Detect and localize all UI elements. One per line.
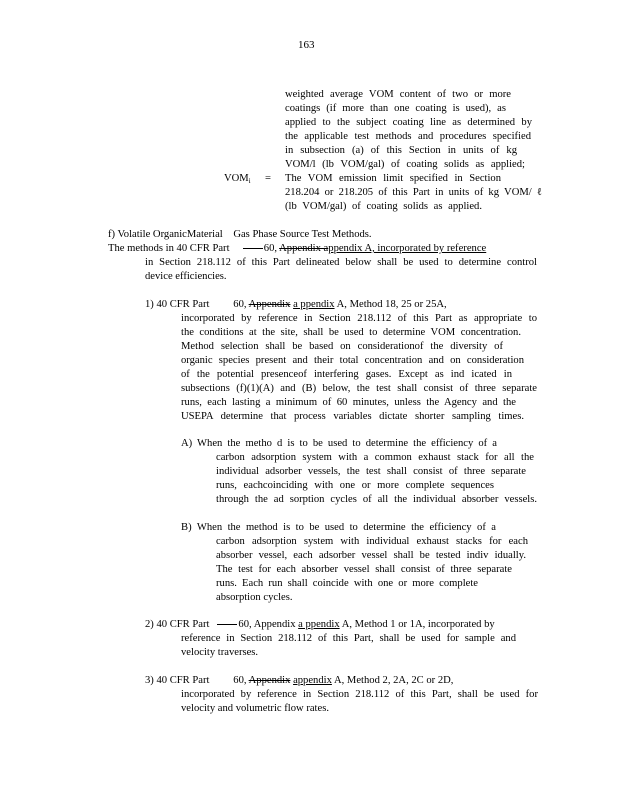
section-f-intro-line: device efficiencies.: [145, 271, 227, 282]
definition-line: weighted average VOM content of two or more: [285, 89, 511, 100]
vom-subscript: i: [248, 177, 251, 185]
item-3-cfr60: 60,: [233, 675, 247, 686]
item-1-line: runs, each lasting a minimum of 60 minutes, unless the Agency and the: [181, 397, 516, 408]
definition-line: 218.204 or 218.205 of this Part in units of kg VOM/ ℓ: [285, 187, 542, 198]
definition-line: coatings (if more than one coating is used), as: [285, 103, 506, 114]
item-b-line: absorber vessel, each adsorber vessel shall be tested indiv idually.: [216, 550, 526, 561]
item-1-start: 1) 40 CFR Part: [145, 299, 210, 310]
item-1-cfr60: 60,: [233, 299, 247, 310]
item-1-rest: A, Method 18, 25 or 25A,: [336, 299, 447, 310]
section-f-intro-line: in Section 218.112 of this Part delineated below shall be used to determine control: [145, 257, 537, 268]
item-2-rest: A, Method 1 or 1A, incorporated by: [341, 619, 495, 630]
item-2-after-dash: 60, Appendix: [238, 619, 296, 630]
item-1-first-line: [145, 298, 447, 312]
item-1-line: organic species present and their total concentration and on consideration: [181, 355, 524, 366]
item-b-line: carbon adsorption system with individual exhaust stacks for each: [216, 536, 528, 547]
item-1-line: subsections (f)(1)(A) and (B) below, the test shall consist of three separate: [181, 383, 537, 394]
item-a-line: runs, eachcoinciding with one or more complete sequences: [216, 480, 494, 491]
item-1-line: incorporated by reference in Section 218.112 of this Part as appropriate to: [181, 313, 537, 324]
definition-line: VOM/l (lb VOM/gal) of coating solids as applied;: [285, 159, 525, 170]
section-f-heading: f) Volatile OrganicMaterial Gas Phase Source Test Methods.: [108, 229, 372, 240]
equals-sign: =: [265, 173, 271, 184]
vom-symbol-text: VOM: [224, 173, 249, 184]
definition-line: The VOM emission limit specified in Section: [285, 173, 501, 184]
item-3-line: incorporated by reference in Section 218.112 of this Part, shall be used for: [181, 689, 538, 700]
vom-symbol: [224, 172, 251, 186]
item-3-rest: A, Method 2, 2A, 2C or 2D,: [333, 675, 454, 686]
struck-text: Appendix: [248, 299, 291, 310]
item-1-line: of the potential presenceof interfering gases. Except as ind icated in: [181, 369, 512, 380]
insertion-dash: [243, 248, 263, 249]
item-2-start: 2) 40 CFR Part: [145, 619, 210, 630]
page-number: 163: [298, 39, 315, 51]
item-a-line: A) When the metho d is to be used to determine the efficiency of a: [181, 438, 497, 449]
item-1-line: the conditions at the site, shall be used to determine VOM concentration.: [181, 327, 521, 338]
struck-text: Appendix: [248, 675, 291, 686]
intro-cfr60: 60,: [263, 243, 278, 254]
item-a-line: individual adsorber vessels, the test shall consist of three separate: [216, 466, 526, 477]
insertion-dash: [217, 624, 237, 625]
item-b-line: The test for each absorber vessel shall consist of three separate: [216, 564, 512, 575]
inserted-text: a ppendix: [293, 299, 335, 310]
section-f-intro-line: [108, 242, 486, 256]
struck-text: Appendix a: [279, 243, 329, 254]
inserted-text: ppendix A, incorporated by reference: [328, 243, 487, 254]
item-3-line: velocity and volumetric flow rates.: [181, 703, 329, 714]
intro-start: The methods in 40 CFR Part: [108, 243, 230, 254]
definition-line: applied to the subject coating line as determined by: [285, 117, 532, 128]
inserted-text: a ppendix: [298, 619, 340, 630]
item-a-line: through the ad sorption cycles of all the individual absorber vessels.: [216, 494, 537, 505]
item-b-line: B) When the method is to be used to determine the efficiency of a: [181, 522, 496, 533]
definition-line: the applicable test methods and procedures specified: [285, 131, 531, 142]
item-2-line: reference in Section 218.112 of this Part, shall be used for sample and: [181, 633, 516, 644]
item-1-line: USEPA determine that process variables dictate shorter sampling times.: [181, 411, 524, 422]
item-1-line: Method selection shall be based on considerationof the diversity of: [181, 341, 503, 352]
item-b-line: absorption cycles.: [216, 592, 293, 603]
inserted-text: appendix: [293, 675, 332, 686]
item-b-line: runs. Each run shall coincide with one or more complete: [216, 578, 478, 589]
item-3-start: 3) 40 CFR Part: [145, 675, 210, 686]
item-3-first-line: [145, 674, 453, 688]
item-2-first-line: [145, 618, 495, 632]
definition-line: in subsection (a) of this Section in units of kg: [285, 145, 517, 156]
definition-line: (lb VOM/gal) of coating solids as applied.: [285, 201, 482, 212]
item-2-line: velocity traverses.: [181, 647, 259, 658]
item-a-line: carbon adsorption system with a common exhaust stack for all the: [216, 452, 534, 463]
